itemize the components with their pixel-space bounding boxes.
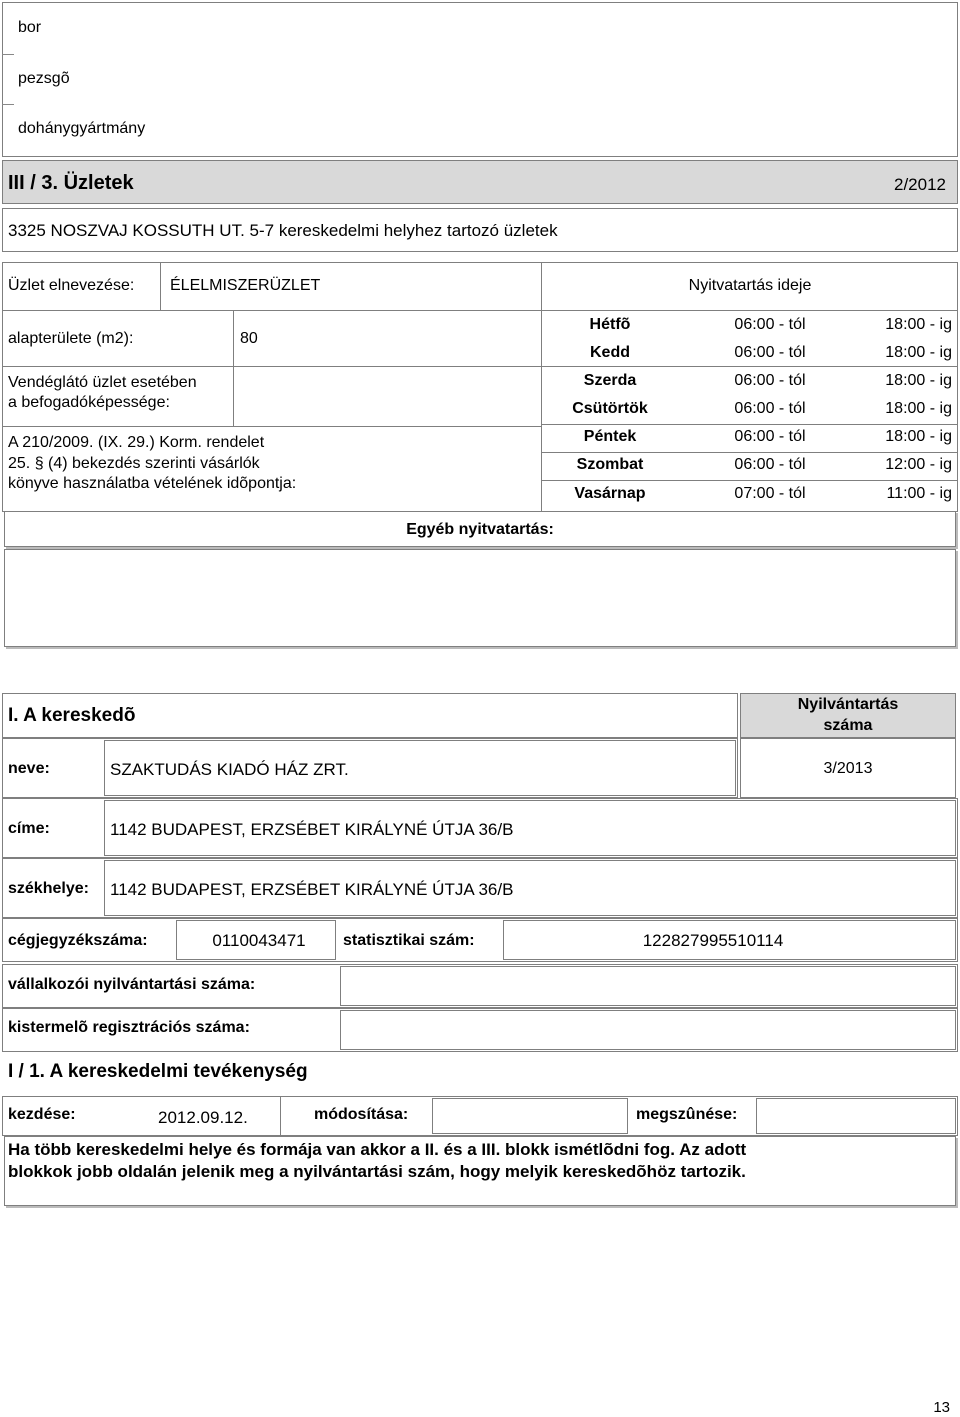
divider xyxy=(541,424,958,425)
end-field xyxy=(756,1098,956,1134)
divider xyxy=(541,480,958,481)
divider xyxy=(2,104,14,105)
opening-to: 12:00 - ig xyxy=(885,456,952,473)
opening-to: 18:00 - ig xyxy=(885,344,952,361)
product-item: dohánygyártmány xyxy=(18,120,146,137)
store-name-value: ÉLELMISZERÜZLET xyxy=(170,277,321,294)
trader-seat-value: 1142 BUDAPEST, ERZSÉBET KIRÁLYNÉ ÚTJA 36/B xyxy=(110,880,514,899)
weekday-label: Csütörtök xyxy=(572,400,648,417)
start-label: kezdése: xyxy=(8,1106,76,1123)
other-hours-label: Egyéb nyitvatartás: xyxy=(406,521,554,538)
divider xyxy=(2,54,14,55)
opening-to: 18:00 - ig xyxy=(885,316,952,333)
opening-to: 18:00 - ig xyxy=(885,428,952,445)
registration-header-label: Nyilvántartás xyxy=(797,696,899,713)
product-item: bor xyxy=(18,19,42,36)
weekday-label: Szerda xyxy=(583,372,637,389)
divider xyxy=(2,426,541,427)
opening-from: 06:00 - tól xyxy=(734,344,806,361)
opening-from: 06:00 - tól xyxy=(734,456,806,473)
divider xyxy=(2,366,541,367)
section-title: III / 3. Üzletek xyxy=(8,172,134,194)
trader-name-label: neve: xyxy=(8,760,50,777)
decree-text: A 210/2009. (IX. 29.) Korm. rendelet xyxy=(8,434,265,451)
weekday-label: Péntek xyxy=(583,428,637,445)
opening-to: 11:00 - ig xyxy=(886,485,952,502)
start-value: 2012.09.12. xyxy=(158,1108,248,1127)
weekday-label: Kedd xyxy=(590,344,630,361)
section-header xyxy=(2,160,958,204)
decree-text: 25. § (4) bekezdés szerinti vásárlók xyxy=(8,455,260,472)
opening-from: 06:00 - tól xyxy=(734,372,806,389)
stat-value: 122827995510114 xyxy=(642,931,784,950)
end-label: megszûnése: xyxy=(636,1106,738,1123)
weekday-label: Vasárnap xyxy=(574,485,646,502)
divider xyxy=(280,1096,281,1136)
product-list xyxy=(2,2,958,157)
divider xyxy=(541,452,958,453)
registration-header-label: száma xyxy=(823,717,873,734)
opening-from: 06:00 - tól xyxy=(734,400,806,417)
address-line: 3325 NOSZVAJ KOSSUTH UT. 5-7 kereskedelmi helyhez tartozó üzletek xyxy=(8,221,558,240)
entrepreneur-field xyxy=(340,966,956,1006)
store-name-label: Üzlet elnevezése: xyxy=(8,277,135,294)
area-label: alapterülete (m2): xyxy=(8,330,134,347)
opening-from: 06:00 - tól xyxy=(734,428,806,445)
divider xyxy=(233,310,234,426)
capacity-label: Vendéglátó üzlet esetében xyxy=(8,374,197,391)
modified-label: módosítása: xyxy=(314,1106,409,1123)
area-value: 80 xyxy=(240,330,258,347)
weekday-label: Hétfõ xyxy=(589,316,631,333)
modified-field xyxy=(432,1098,628,1134)
stat-label: statisztikai szám: xyxy=(343,932,475,949)
divider xyxy=(541,366,958,367)
trader-seat-label: székhelye: xyxy=(8,880,89,897)
opening-to: 18:00 - ig xyxy=(885,372,952,389)
trader-address-label: címe: xyxy=(8,820,50,837)
entrepreneur-label: vállalkozói nyilvántartási száma: xyxy=(8,976,256,993)
weekday-label: Szombat xyxy=(576,456,644,473)
trader-address-value: 1142 BUDAPEST, ERZSÉBET KIRÁLYNÉ ÚTJA 36/B xyxy=(110,820,514,839)
activity-title: I / 1. A kereskedelmi tevékenység xyxy=(8,1061,308,1082)
farmer-label: kistermelõ regisztrációs száma: xyxy=(8,1019,250,1036)
capacity-label: a befogadóképessége: xyxy=(8,394,170,411)
opening-from: 07:00 - tól xyxy=(734,485,806,502)
opening-from: 06:00 - tól xyxy=(734,316,806,333)
trader-name-value: SZAKTUDÁS KIADÓ HÁZ ZRT. xyxy=(110,760,349,779)
divider xyxy=(2,310,958,311)
opening-to: 18:00 - ig xyxy=(885,400,952,417)
company-reg-label: cégjegyzékszáma: xyxy=(8,932,148,949)
registration-number: 3/2013 xyxy=(823,760,873,777)
other-hours-box xyxy=(4,549,956,647)
decree-text: könyve használatba vételének idõpontja: xyxy=(8,475,297,492)
opening-hours-header: Nyitvatartás ideje xyxy=(688,277,812,294)
section-number: 2/2012 xyxy=(894,175,946,194)
note-text: Ha több kereskedelmi helye és formája van akkor a II. és a III. blokk ismétlõdni fog. Az adott blokkok jobb oldalán jelenik meg a nyilvántartási szám, hogy melyik kereskedõhöz tartozik. xyxy=(8,1140,747,1181)
trader-title: I. A kereskedõ xyxy=(8,705,136,726)
product-item: pezsgõ xyxy=(18,70,70,87)
company-reg-value: 0110043471 xyxy=(212,931,306,950)
divider xyxy=(160,262,161,310)
farmer-field xyxy=(340,1010,956,1050)
page-number: 13 xyxy=(933,1399,950,1416)
